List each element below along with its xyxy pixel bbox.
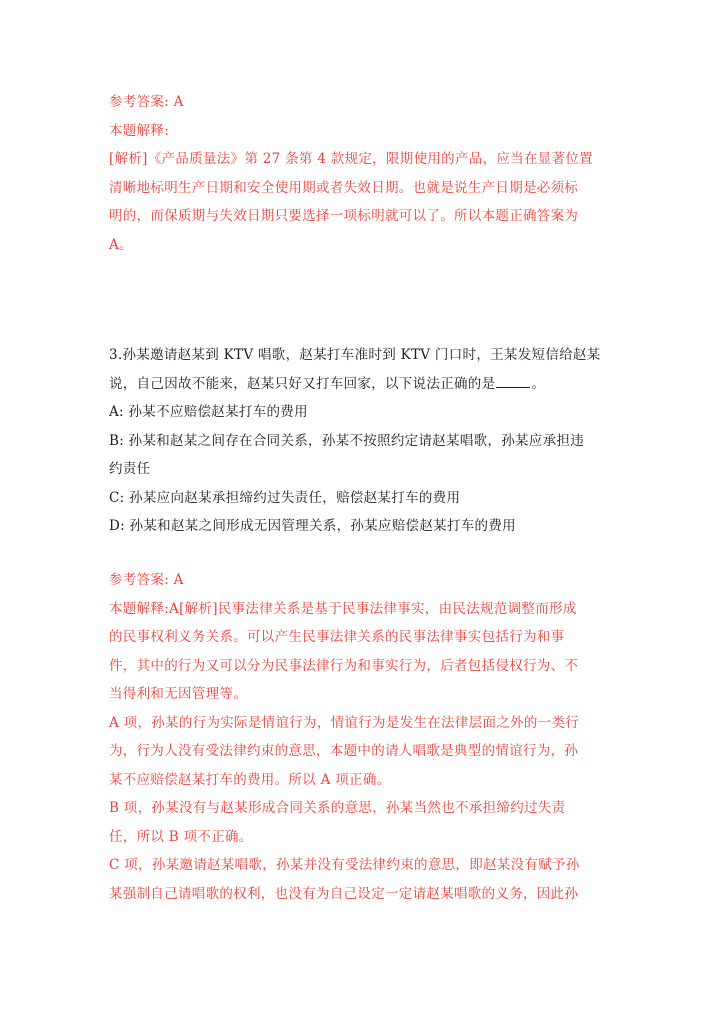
- answer-label: 参考答案: A: [109, 572, 184, 588]
- explanation-line: B 项，孙某没有与赵某形成合同关系的意思，孙某当然也不承担缔约过失责: [109, 800, 566, 816]
- question-stem-end: 。: [531, 375, 546, 392]
- option-c: C: 孙某应向赵某承担缔约过失责任，赔偿赵某打车的费用: [109, 489, 461, 506]
- answer-blank: [496, 373, 530, 388]
- question-3: [109, 341, 629, 541]
- explanation-line: 为，行为人没有受法律约束的意思，本题中的请人唱歌是典型的情谊行为，孙: [109, 743, 579, 759]
- explanation-line: 明的，而保质期与失效日期只要选择一项标明就可以了。所以本题正确答案为: [109, 208, 579, 224]
- question-stem-line: [109, 370, 629, 399]
- explanation-line: 某不应赔偿赵某打车的费用。所以 A 项正确。: [109, 771, 391, 788]
- answer-label: 参考答案: A: [109, 94, 184, 110]
- explanation-line: 清晰地标明生产日期和安全使用期或者失效日期。也就是说生产日期是必须标: [109, 179, 579, 196]
- option-b: B: 孙某和赵某之间存在合同关系，孙某不按照约定请赵某唱歌，孙某应承担违: [109, 432, 585, 449]
- explanation-line: 当得利和无因管理等。: [109, 686, 247, 702]
- explanation-line: A 项，孙某的行为实际是情谊行为，情谊行为是发生在法律层面之外的一类行: [109, 714, 580, 731]
- explanation-line: C 项，孙某邀请赵某唱歌，孙某并没有受法律约束的意思，即赵某没有赋予孙: [109, 857, 580, 873]
- option-b-continued: 约责任: [109, 461, 151, 477]
- explanation-line: 本题解释:A[解析]民事法律关系是基于民事法律事实，由民法规范调整而形成: [109, 600, 577, 617]
- answer-block-1: [109, 88, 629, 259]
- explanation-line: 某强制自己请唱歌的权利，也没有为自己设定一定请赵某唱歌的义务，因此孙: [109, 885, 579, 902]
- option-d: D: 孙某和赵某之间形成无因管理关系，孙某应赔偿赵某打车的费用: [109, 518, 516, 534]
- question-stem-line: 3.孙某邀请赵某到 KTV 唱歌，赵某打车准时到 KTV 门口时，王某发短信给赵某: [109, 347, 601, 363]
- explanation-line: A。: [109, 236, 133, 253]
- question-stem-text: 说，自己因故不能来，赵某只好又打车回家，以下说法正确的是: [109, 375, 496, 392]
- answer-block-3: [109, 566, 629, 908]
- explanation-line: 任，所以 B 项不正确。: [109, 828, 253, 845]
- option-a: A: 孙某不应赔偿赵某打车的费用: [109, 404, 308, 420]
- explanation-label: 本题解释:: [109, 122, 170, 139]
- explanation-line: 的民事权利义务关系。可以产生民事法律关系的民事法律事实包括行为和事: [109, 629, 565, 645]
- explanation-line: [解析]《产品质量法》第 27 条第 4 款规定，限期使用的产品，应当在显著位置: [109, 151, 593, 167]
- explanation-line: 件，其中的行为又可以分为民事法律行为和事实行为，后者包括侵权行为、不: [109, 657, 579, 674]
